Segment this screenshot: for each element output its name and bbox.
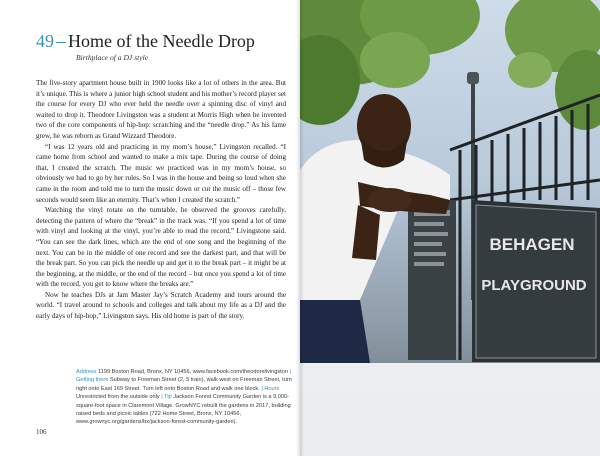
caption-separator: |	[261, 385, 263, 392]
caption-box	[300, 363, 600, 456]
caption-text	[76, 368, 292, 427]
paragraph: Watching the vinyl rotate on the turntable, he observed the grooves carefully, detecting the pattern of where the “break” in the track was. “If you spend a lot of time with vinyl and looking at the vinyl, you’re able to read the record,” Livingstone said. “You can see the dark lines, which are the end of one song and the beginning of the next. You can be in the middle of one record and see the darkest part, and that will be the break part. So you can pick the needle up and get it to the break part – it might be at the beginning, at the middle, or the end of the record – but once you spend a lot of time with the record, you get to know where the breaks are.”	[36, 206, 286, 289]
article-body	[36, 78, 286, 322]
caption-separator: |	[161, 394, 163, 401]
paragraph: The five-story apartment house built in 1900 looks like a lot of others in the area. But it’s unique. This is where a junior high school student and his mother’s record player set the course for every DJ who ever held the needle over a spinning disc of vinyl and waited to drop it. Theodore Livingston was a student at Morris High when he invented two of the core components of hip-hop: scratching and the “needle drop.” As his fame grew, he was reborn as Grand Wizzard Theodore.	[36, 79, 286, 140]
address-label: Address	[76, 369, 97, 375]
tip-label: Tip	[164, 394, 172, 401]
header-rule	[56, 42, 66, 43]
hours-text: Unrestricted from the outside only	[76, 394, 160, 401]
page-subtitle: Birthplace of a DJ style	[76, 53, 149, 62]
getting-there-label: Getting there	[76, 377, 109, 384]
tip-text: Jackson Forest Community Garden is a 9,000-square-foot space in Claremont Village. GrowNYC rebuilt the gardens in 2017, building raised beds and picnic tables (722 Home Street, Bronx, NY 10456, www.grownyc.org/gardens/bx/jackson-forest-community-garden).	[76, 394, 291, 426]
page-title: Home of the Needle Drop	[68, 31, 255, 51]
getting-there-text: Subway to Freeman Street (2, 5 train), walk west on Freeman Street, turn right onto East 169 Street. Turn left onto Boston Road and walk one block.	[76, 377, 292, 392]
sign-line-playground: PLAYGROUND	[481, 277, 587, 294]
right-page-photo	[300, 0, 600, 456]
address-text: 1199 Boston Road, Bronx, NY 10456, www.facebook.com/theodorelivingston	[98, 369, 288, 375]
hours-label: Hours	[264, 385, 280, 392]
sign-line-behagen: BEHAGEN	[489, 235, 575, 254]
caption-separator: |	[289, 369, 291, 375]
chapter-header	[36, 31, 286, 62]
rules-sign	[408, 200, 456, 360]
page-gutter	[296, 0, 304, 456]
playground-sign	[472, 200, 600, 362]
paragraph: Now he teaches DJs at Jam Master Jay’s Scratch Academy and tours around the world. “I travel around to schools and colleges and talk about my life as a DJ and the early days of hip-hop,” Livingston says. His old home is part of the story.	[36, 290, 286, 321]
chapter-number: 49	[36, 31, 54, 51]
page-number: 106	[36, 428, 47, 436]
paragraph: “I was 12 years old and practicing in my mom’s house,” Livingston recalled. “I came home from school and wanted to make a mix tape. During the course of doing that, I created the scratch. The music we practiced was in my mom’s house, so obviously we had to go by her rules. So I was in the house and being so loud when she came in the room and told me to turn the music down or cut the music off – those few seconds would seem like an eternity. That’s when I created the scratch.”	[36, 142, 286, 204]
